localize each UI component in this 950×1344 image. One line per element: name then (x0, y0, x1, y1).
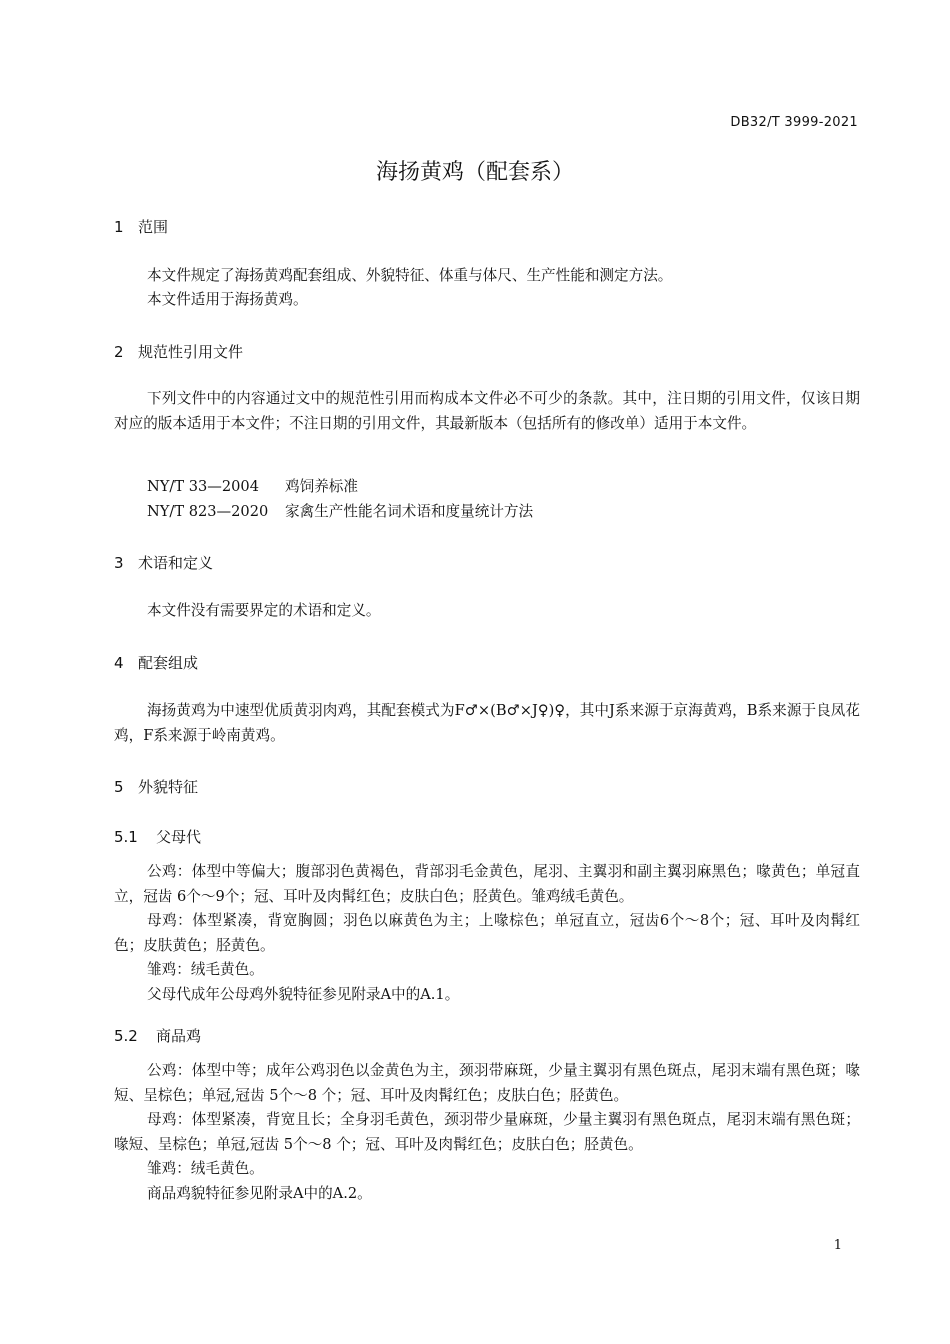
paragraph: 商品鸡貌特征参见附录A中的A.2。 (147, 1185, 372, 1202)
section-title: 范围 (138, 218, 169, 236)
section-number: 2 (114, 343, 124, 361)
section-1-heading (114, 216, 168, 237)
section-2-heading (114, 341, 243, 362)
paragraph: 海扬黄鸡为中速型优质黄羽肉鸡，其配套模式为F♂×(B♂×J♀)♀，其中J系来源于京海黄鸡，B系来源于良凤花鸡，F系来源于岭南黄鸡。 (114, 702, 860, 744)
section-number: 5 (114, 778, 124, 796)
section-4-heading (114, 652, 198, 673)
paragraph: 母鸡：体型紧凑，背宽胸圆；羽色以麻黄色为主；上喙棕色；单冠直立，冠齿6个～8个；冠、耳叶及肉髯红色；皮肤黄色；胫黄色。 (114, 912, 860, 954)
document-number: DB32/T 3999-2021 (730, 115, 858, 130)
paragraph: 公鸡：体型中等偏大；腹部羽色黄褐色，背部羽毛金黄色，尾羽、主翼羽和副主翼羽麻黑色；喙黄色；单冠直立，冠齿 6个～9个；冠、耳叶及肉髯红色；皮肤白色；胫黄色。雏鸡绒毛黄色。 (114, 863, 860, 905)
paragraph: 下列文件中的内容通过文中的规范性引用而构成本文件必不可少的条款。其中，注日期的引用文件，仅该日期对应的版本适用于本文件；不注日期的引用文件，其最新版本（包括所有的修改单）适用于本文件。 (114, 390, 860, 432)
section-title: 配套组成 (138, 654, 199, 672)
paragraph: 本文件规定了海扬黄鸡配套组成、外貌特征、体重与体尺、生产性能和测定方法。 (147, 267, 673, 284)
paragraph: 本文件没有需要界定的术语和定义。 (147, 602, 381, 619)
subsection-title: 父母代 (156, 828, 202, 846)
page-title: 海扬黄鸡（配套系） (375, 160, 574, 185)
paragraph: 雏鸡：绒毛黄色。 (147, 1160, 264, 1177)
section-number: 3 (114, 554, 124, 572)
reference-name: 家禽生产性能名词术语和度量统计方法 (285, 503, 534, 520)
subsection-5-1-heading (114, 826, 201, 847)
paragraph: 母鸡：体型紧凑，背宽且长；全身羽毛黄色，颈羽带少量麻斑，少量主翼羽有黑色斑点，尾羽末端有黑色斑；喙短、呈棕色；单冠,冠齿 5个～8 个；冠、耳叶及肉髯红色；皮肤白色；胫黄色。 (114, 1111, 860, 1153)
page-number: 1 (833, 1238, 842, 1253)
subsection-5-2-heading (114, 1025, 201, 1046)
reference-item (147, 475, 358, 500)
section-3-heading (114, 552, 213, 573)
paragraph: 父母代成年公母鸡外貌特征参见附录A中的A.1。 (147, 986, 460, 1003)
section-title: 外貌特征 (138, 778, 199, 796)
reference-name: 鸡饲养标准 (285, 478, 358, 495)
section-title: 规范性引用文件 (138, 343, 244, 361)
subsection-number: 5.2 (114, 1027, 138, 1045)
section-number: 1 (114, 218, 124, 236)
paragraph: 公鸡：体型中等；成年公鸡羽色以金黄色为主，颈羽带麻斑，少量主翼羽有黑色斑点，尾羽末端有黑色斑；喙短、呈棕色；单冠,冠齿 5个～8 个；冠、耳叶及肉髯红色；皮肤白色；胫黄色。 (114, 1062, 860, 1104)
paragraph: 本文件适用于海扬黄鸡。 (147, 291, 308, 308)
subsection-title: 商品鸡 (156, 1027, 202, 1045)
reference-code: NY/T 33—2004 (147, 478, 259, 495)
reference-item (147, 500, 533, 525)
section-5-heading (114, 776, 198, 797)
paragraph: 雏鸡：绒毛黄色。 (147, 961, 264, 978)
reference-code: NY/T 823—2020 (147, 503, 269, 520)
section-title: 术语和定义 (138, 554, 214, 572)
subsection-number: 5.1 (114, 828, 138, 846)
section-number: 4 (114, 654, 124, 672)
